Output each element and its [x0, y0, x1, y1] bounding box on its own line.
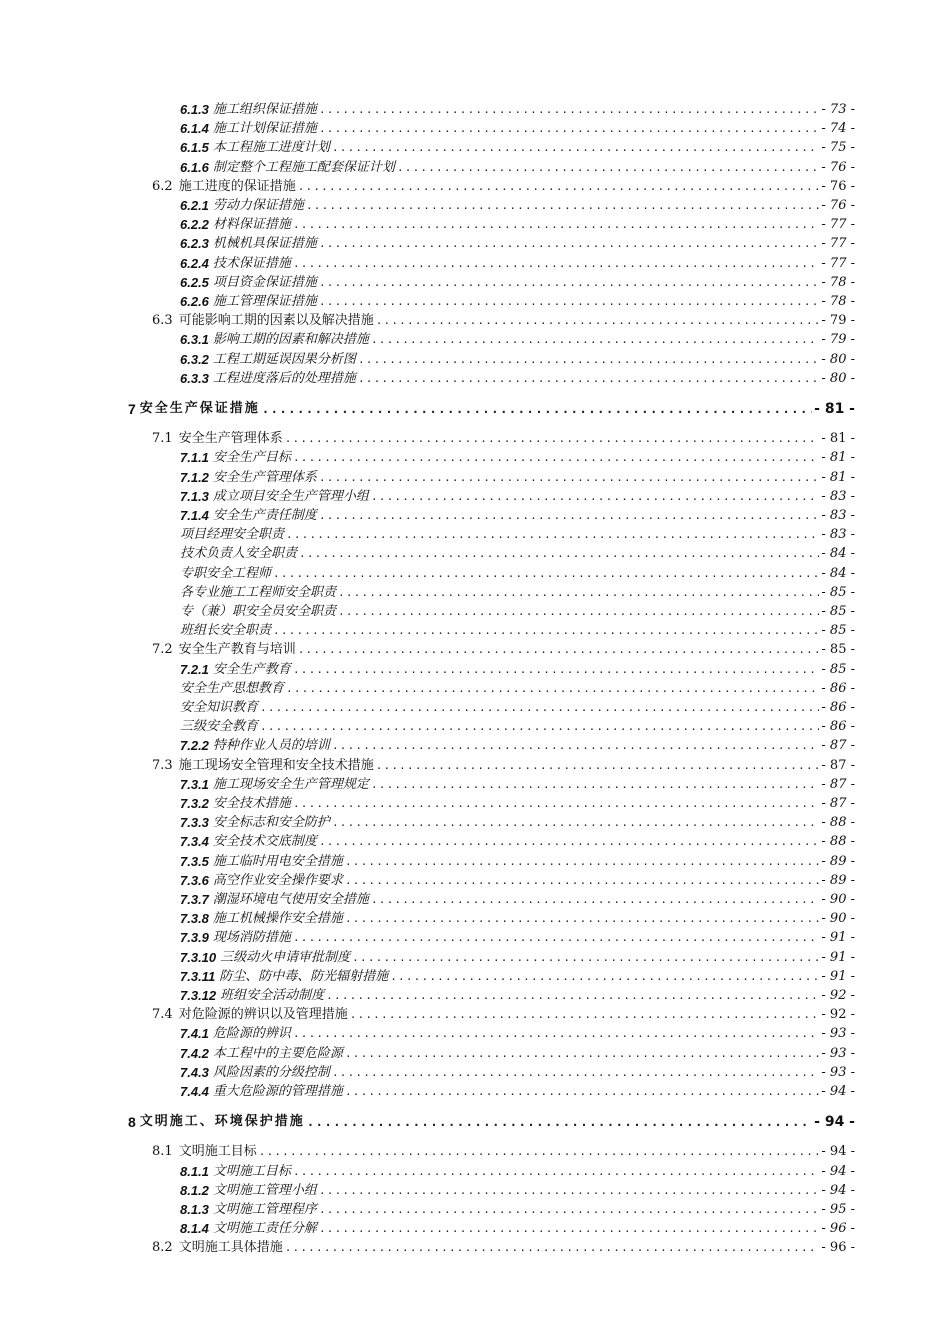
- toc-entry-title: 潮湿环境电气使用安全措施: [212, 892, 369, 907]
- toc-entry[interactable]: [180, 526, 855, 544]
- toc-entry-number: 6.2.5: [180, 275, 209, 290]
- toc-entry-number: 7.3.8: [180, 911, 209, 926]
- toc-entry-title: 安全生产教育与培训: [178, 642, 296, 657]
- toc-entry[interactable]: [180, 507, 855, 525]
- toc-entry[interactable]: [180, 814, 855, 832]
- toc-entry[interactable]: [180, 910, 855, 928]
- toc-entry[interactable]: [180, 274, 855, 292]
- toc-entry-page-number: - 80 -: [821, 352, 855, 367]
- toc-entry-title: 三级动火申请审批制度: [220, 950, 351, 965]
- dot-leader: [273, 622, 819, 640]
- toc-entry-number: 7.4: [152, 1007, 173, 1022]
- toc-entry-title: 劳动力保证措施: [212, 198, 304, 213]
- toc-entry-title: 安全生产教育: [212, 662, 291, 677]
- toc-entry[interactable]: [180, 370, 855, 388]
- toc-entry-page-number: - 89 -: [821, 873, 855, 888]
- toc-entry-number: 6.2.2: [180, 217, 209, 232]
- toc-entry[interactable]: [180, 1163, 855, 1181]
- toc-entry[interactable]: [180, 1220, 855, 1238]
- toc-entry-number: 7: [128, 401, 136, 417]
- toc-entry-title: 施工机械操作安全措施: [212, 911, 343, 926]
- toc-entry-title: 本工程中的主要危险源: [212, 1046, 343, 1061]
- toc-entry-page-number: - 88 -: [821, 815, 855, 830]
- toc-entry[interactable]: [128, 1113, 855, 1131]
- toc-entry[interactable]: [180, 1045, 855, 1063]
- toc-entry[interactable]: [180, 737, 855, 755]
- toc-entry-number: 6.2.4: [180, 256, 209, 271]
- toc-entry-title: 工程进度落后的处理措施: [212, 371, 356, 386]
- toc-entry-title: 安全技术交底制度: [212, 834, 317, 849]
- toc-entry[interactable]: [180, 293, 855, 311]
- dot-leader: [397, 159, 819, 177]
- dot-leader: [262, 400, 812, 418]
- toc-entry-page-number: - 93 -: [821, 1026, 855, 1041]
- toc-entry-title: 安全生产管理体系: [178, 431, 283, 446]
- toc-entry-title: 安全标志和安全防护: [212, 815, 330, 830]
- toc-entry-number: 6.1.3: [180, 102, 209, 117]
- toc-entry-number: 7.3.12: [180, 988, 217, 1003]
- toc-entry[interactable]: [180, 661, 855, 679]
- dot-leader: [332, 814, 819, 832]
- toc-entry-number: 7.1.4: [180, 508, 209, 523]
- toc-entry-number: 7.3.1: [180, 777, 209, 792]
- dot-leader: [306, 197, 819, 215]
- toc-entry-page-number: - 81 -: [821, 470, 855, 485]
- toc-entry-number: 8.1.2: [180, 1183, 209, 1198]
- toc-entry-number: 7.4.4: [180, 1084, 209, 1099]
- toc-entry-page-number: - 79 -: [821, 332, 855, 347]
- toc-entry-number: 6.3: [152, 313, 173, 328]
- toc-entry-title: 技术负责人安全职责: [180, 546, 298, 561]
- toc-entry-number: 7.3.7: [180, 892, 209, 907]
- toc-entry[interactable]: [180, 795, 855, 813]
- toc-entry-page-number: - 79 -: [821, 313, 855, 328]
- dot-leader: [319, 507, 819, 525]
- dot-leader: [319, 235, 819, 253]
- toc-entry-number: 7.4.3: [180, 1065, 209, 1080]
- toc-entry-page-number: - 92 -: [821, 988, 855, 1003]
- toc-entry-title: 班组长安全职责: [180, 623, 272, 638]
- dot-leader: [371, 891, 819, 909]
- dot-leader: [326, 987, 819, 1005]
- toc-entry-page-number: - 78 -: [821, 275, 855, 290]
- toc-entry-title: 成立项目安全生产管理小组: [212, 489, 369, 504]
- toc-entry-title: 制定整个工程施工配套保证计划: [212, 160, 395, 175]
- toc-entry-number: 7.4.2: [180, 1046, 209, 1061]
- toc-entry-number: 6.3.1: [180, 332, 209, 347]
- dot-leader: [350, 1006, 820, 1024]
- toc-entry-title: 专职安全工程师: [180, 566, 272, 581]
- toc-entry-title: 三级安全教育: [180, 719, 259, 734]
- dot-leader: [298, 178, 820, 196]
- toc-entry-title: 影响工期的因素和解决措施: [212, 332, 369, 347]
- toc-entry[interactable]: [152, 312, 855, 330]
- toc-entry[interactable]: [152, 1143, 855, 1161]
- toc-entry[interactable]: [180, 469, 855, 487]
- toc-entry-title: 本工程施工进度计划: [212, 140, 330, 155]
- toc-entry-number: 7.3.2: [180, 796, 209, 811]
- dot-leader: [293, 661, 819, 679]
- toc-entry-page-number: - 91 -: [821, 969, 855, 984]
- toc-entry-title: 专（兼）职安全员安全职责: [180, 604, 337, 619]
- toc-entry-title: 危险源的辨识: [212, 1026, 291, 1041]
- toc-entry-page-number: - 91 -: [821, 930, 855, 945]
- toc-entry-title: 安全生产目标: [212, 450, 291, 465]
- toc-entry-number: 7.3.6: [180, 873, 209, 888]
- toc-entry-title: 对危险源的辨识以及管理措施: [178, 1007, 348, 1022]
- toc-entry-title: 各专业施工工程师安全职责: [180, 585, 337, 600]
- toc-entry-number: 7.3: [152, 758, 173, 773]
- toc-entry[interactable]: [180, 565, 855, 583]
- toc-entry[interactable]: [152, 430, 855, 448]
- toc-entry-title: 重大危险源的管理措施: [212, 1084, 343, 1099]
- toc-entry[interactable]: [180, 949, 855, 967]
- toc-entry[interactable]: [152, 1006, 855, 1024]
- toc-entry[interactable]: [180, 1064, 855, 1082]
- dot-leader: [338, 603, 819, 621]
- toc-entry-number: 7.3.9: [180, 930, 209, 945]
- toc-entry-page-number: - 86 -: [821, 719, 855, 734]
- dot-leader: [260, 718, 819, 736]
- toc-entry-page-number: - 94 -: [821, 1164, 855, 1179]
- toc-entry[interactable]: [180, 968, 855, 986]
- toc-entry-title: 安全生产管理体系: [212, 470, 317, 485]
- toc-entry-page-number: - 87 -: [821, 796, 855, 811]
- toc-entry-page-number: - 77 -: [821, 256, 855, 271]
- toc-entry-title: 安全知识教育: [180, 700, 259, 715]
- toc-entry-page-number: - 87 -: [821, 777, 855, 792]
- toc-entry-number: 6.1.5: [180, 140, 209, 155]
- toc-entry-number: 8.1.1: [180, 1164, 209, 1179]
- dot-leader: [293, 929, 819, 947]
- toc-entry-number: 7.2: [152, 642, 173, 657]
- toc-entry[interactable]: [180, 1201, 855, 1219]
- toc-entry[interactable]: [180, 987, 855, 1005]
- toc-entry-number: 7.3.11: [180, 969, 216, 984]
- toc-entry-page-number: - 81 -: [814, 401, 855, 417]
- toc-entry[interactable]: [152, 641, 855, 659]
- toc-entry-title: 文明施工目标: [212, 1164, 291, 1179]
- toc-entry-page-number: - 94 -: [821, 1183, 855, 1198]
- toc-entry-number: 6.1.6: [180, 160, 209, 175]
- toc-entry[interactable]: [180, 603, 855, 621]
- toc-entry-number: 7.3.4: [180, 834, 209, 849]
- toc-entry-title: 文明施工具体措施: [178, 1240, 283, 1255]
- toc-entry-number: 6.2.6: [180, 294, 209, 309]
- dot-leader: [319, 101, 819, 119]
- toc-entry-title: 文明施工、环境保护措施: [139, 1114, 305, 1129]
- toc-entry-title: 施工进度的保证措施: [178, 179, 296, 194]
- toc-entry[interactable]: [180, 891, 855, 909]
- toc-entry[interactable]: [180, 872, 855, 890]
- dot-leader: [293, 1025, 819, 1043]
- toc-entry-page-number: - 81 -: [821, 431, 855, 446]
- toc-entry-page-number: - 83 -: [821, 489, 855, 504]
- dot-leader: [285, 430, 820, 448]
- toc-entry[interactable]: [152, 757, 855, 775]
- toc-entry[interactable]: [180, 235, 855, 253]
- toc-entry-page-number: - 85 -: [821, 604, 855, 619]
- dot-leader: [260, 699, 819, 717]
- toc-entry-page-number: - 83 -: [821, 508, 855, 523]
- dot-leader: [293, 795, 819, 813]
- toc-entry-number: 7.3.10: [180, 950, 217, 965]
- toc-entry-page-number: - 94 -: [821, 1084, 855, 1099]
- toc-entry-number: 7.1.3: [180, 489, 209, 504]
- toc-entry-page-number: - 95 -: [821, 1202, 855, 1217]
- toc-entry[interactable]: [180, 929, 855, 947]
- toc-entry[interactable]: [180, 488, 855, 506]
- dot-leader: [273, 565, 819, 583]
- toc-entry-title: 施工现场安全管理和安全技术措施: [178, 758, 374, 773]
- toc-entry-page-number: - 73 -: [821, 102, 855, 117]
- dot-leader: [293, 255, 819, 273]
- toc-entry-page-number: - 74 -: [821, 121, 855, 136]
- toc-entry-page-number: - 85 -: [821, 642, 855, 657]
- toc-entry-title: 文明施工责任分解: [212, 1221, 317, 1236]
- toc-entry-page-number: - 77 -: [821, 236, 855, 251]
- toc-entry-page-number: - 91 -: [821, 950, 855, 965]
- toc-entry-page-number: - 89 -: [821, 854, 855, 869]
- toc-entry-page-number: - 85 -: [821, 585, 855, 600]
- toc-entry-number: 7.1: [152, 431, 173, 446]
- toc-entry-page-number: - 94 -: [821, 1144, 855, 1159]
- dot-leader: [319, 833, 819, 851]
- toc-entry[interactable]: [180, 833, 855, 851]
- toc-entry-title: 项目经理安全职责: [180, 527, 285, 542]
- toc-entry-number: 7.1.2: [180, 470, 209, 485]
- toc-entry[interactable]: [180, 853, 855, 871]
- dot-leader: [319, 1220, 819, 1238]
- toc-entry-page-number: - 90 -: [821, 911, 855, 926]
- toc-entry-page-number: - 93 -: [821, 1046, 855, 1061]
- toc-entry-title: 可能影响工期的因素以及解决措施: [178, 313, 374, 328]
- toc-entry-number: 8: [128, 1114, 136, 1130]
- toc-entry[interactable]: [128, 400, 855, 418]
- toc-entry-page-number: - 87 -: [821, 738, 855, 753]
- toc-entry-title: 班组安全活动制度: [220, 988, 325, 1003]
- dot-leader: [345, 872, 819, 890]
- toc-entry[interactable]: [180, 351, 855, 369]
- dot-leader: [332, 1064, 819, 1082]
- toc-entry-number: 7.1.1: [180, 450, 209, 465]
- toc-entry-page-number: - 85 -: [821, 662, 855, 677]
- toc-entry-page-number: - 94 -: [814, 1114, 855, 1130]
- dot-leader: [319, 469, 819, 487]
- toc-entry[interactable]: [180, 699, 855, 717]
- dot-leader: [286, 680, 819, 698]
- toc-entry[interactable]: [180, 216, 855, 234]
- toc-entry-title: 防尘、防中毒、防光辐射措施: [219, 969, 389, 984]
- toc-entry[interactable]: [180, 680, 855, 698]
- dot-leader: [390, 968, 819, 986]
- toc-entry-page-number: - 96 -: [821, 1221, 855, 1236]
- dot-leader: [299, 545, 819, 563]
- toc-entry-page-number: - 90 -: [821, 892, 855, 907]
- dot-leader: [319, 293, 819, 311]
- dot-leader: [376, 312, 820, 330]
- toc-entry-title: 文明施工管理小组: [212, 1183, 317, 1198]
- dot-leader: [298, 641, 820, 659]
- toc-entry[interactable]: [180, 139, 855, 157]
- toc-entry-number: 8.1.4: [180, 1221, 209, 1236]
- toc-entry-number: 7.2.1: [180, 662, 209, 677]
- dot-leader: [358, 370, 819, 388]
- toc-entry-number: 7.3.5: [180, 854, 209, 869]
- toc-entry-page-number: - 84 -: [821, 566, 855, 581]
- toc-entry-title: 风险因素的分级控制: [212, 1065, 330, 1080]
- toc-entry-title: 高空作业安全操作要求: [212, 873, 343, 888]
- toc-entry-page-number: - 93 -: [821, 1065, 855, 1080]
- toc-entry-title: 机械机具保证措施: [212, 236, 317, 251]
- toc-entry-page-number: - 87 -: [821, 758, 855, 773]
- toc-entry-title: 施工现场安全生产管理规定: [212, 777, 369, 792]
- toc-entry-title: 安全生产责任制度: [212, 508, 317, 523]
- dot-leader: [345, 1083, 819, 1101]
- toc-entry[interactable]: [180, 331, 855, 349]
- toc-entry-title: 特种作业人员的培训: [212, 738, 330, 753]
- dot-leader: [332, 737, 819, 755]
- toc-entry-number: 6.2.1: [180, 198, 209, 213]
- toc-entry-page-number: - 86 -: [821, 700, 855, 715]
- dot-leader: [352, 949, 819, 967]
- dot-leader: [319, 274, 819, 292]
- toc-entry-title: 材料保证措施: [212, 217, 291, 232]
- toc-entry-page-number: - 85 -: [821, 623, 855, 638]
- toc-entry[interactable]: [152, 178, 855, 196]
- dot-leader: [286, 526, 819, 544]
- dot-leader: [307, 1113, 812, 1131]
- toc-entry-number: 6.2: [152, 179, 173, 194]
- toc-entry-title: 工程工期延误因果分析图: [212, 352, 356, 367]
- toc-entry-page-number: - 92 -: [821, 1007, 855, 1022]
- toc-entry-page-number: - 76 -: [821, 179, 855, 194]
- dot-leader: [371, 776, 819, 794]
- toc-entry-number: 6.2.3: [180, 236, 209, 251]
- toc-entry[interactable]: [180, 545, 855, 563]
- toc-entry[interactable]: [180, 622, 855, 640]
- toc-entry[interactable]: [180, 1025, 855, 1043]
- toc-entry-title: 施工临时用电安全措施: [212, 854, 343, 869]
- toc-entry-number: 8.1: [152, 1144, 173, 1159]
- toc-entry-number: 7.4.1: [180, 1026, 209, 1041]
- dot-leader: [358, 351, 819, 369]
- dot-leader: [285, 1239, 820, 1257]
- toc-entry-page-number: - 86 -: [821, 681, 855, 696]
- toc-entry-title: 安全技术措施: [212, 796, 291, 811]
- toc-entry-page-number: - 80 -: [821, 371, 855, 386]
- toc-entry-number: 8.2: [152, 1240, 173, 1255]
- dot-leader: [293, 449, 819, 467]
- toc-entry[interactable]: [180, 159, 855, 177]
- toc-entry-title: 项目资金保证措施: [212, 275, 317, 290]
- toc-entry-number: 6.1.4: [180, 121, 209, 136]
- toc-entry-title: 文明施工目标: [178, 1144, 257, 1159]
- dot-leader: [345, 910, 819, 928]
- toc-entry-title: 施工计划保证措施: [212, 121, 317, 136]
- toc-entry-page-number: - 75 -: [821, 140, 855, 155]
- toc-entry-title: 现场消防措施: [212, 930, 291, 945]
- dot-leader: [332, 139, 819, 157]
- toc-entry[interactable]: [180, 584, 855, 602]
- toc-entry-page-number: - 84 -: [821, 546, 855, 561]
- toc-entry-title: 安全生产保证措施: [139, 401, 260, 416]
- dot-leader: [371, 488, 819, 506]
- dot-leader: [319, 1182, 819, 1200]
- toc-entry-number: 6.3.3: [180, 371, 209, 386]
- toc-entry-page-number: - 83 -: [821, 527, 855, 542]
- toc-entry-page-number: - 77 -: [821, 217, 855, 232]
- dot-leader: [319, 1201, 819, 1219]
- toc-entry-title: 技术保证措施: [212, 256, 291, 271]
- toc-entry-page-number: - 96 -: [821, 1240, 855, 1255]
- toc-entry[interactable]: [180, 120, 855, 138]
- toc-entry[interactable]: [180, 1182, 855, 1200]
- toc-entry[interactable]: [180, 449, 855, 467]
- toc-entry-page-number: - 81 -: [821, 450, 855, 465]
- dot-leader: [371, 331, 819, 349]
- dot-leader: [293, 216, 819, 234]
- toc-entry[interactable]: [180, 101, 855, 119]
- toc-entry-title: 文明施工管理程序: [212, 1202, 317, 1217]
- toc-entry[interactable]: [180, 1083, 855, 1101]
- toc-entry-page-number: - 88 -: [821, 834, 855, 849]
- toc-entry-number: 6.3.2: [180, 352, 209, 367]
- toc-entry-page-number: - 78 -: [821, 294, 855, 309]
- toc-entry[interactable]: [180, 776, 855, 794]
- toc-entry[interactable]: [180, 197, 855, 215]
- dot-leader: [319, 120, 819, 138]
- toc-entry-title: 施工管理保证措施: [212, 294, 317, 309]
- dot-leader: [259, 1143, 820, 1161]
- toc-entry[interactable]: [180, 718, 855, 736]
- toc-entry-title: 安全生产思想教育: [180, 681, 285, 696]
- dot-leader: [293, 1163, 819, 1181]
- dot-leader: [338, 584, 819, 602]
- toc-entry-number: 7.3.3: [180, 815, 209, 830]
- dot-leader: [345, 853, 819, 871]
- toc-entry-number: 8.1.3: [180, 1202, 209, 1217]
- toc-entry[interactable]: [152, 1239, 855, 1257]
- toc-entry-number: 7.2.2: [180, 738, 209, 753]
- toc-entry-page-number: - 76 -: [821, 160, 855, 175]
- toc-entry[interactable]: [180, 255, 855, 273]
- dot-leader: [376, 757, 820, 775]
- dot-leader: [345, 1045, 819, 1063]
- toc-entry-page-number: - 76 -: [821, 198, 855, 213]
- toc-entry-title: 施工组织保证措施: [212, 102, 317, 117]
